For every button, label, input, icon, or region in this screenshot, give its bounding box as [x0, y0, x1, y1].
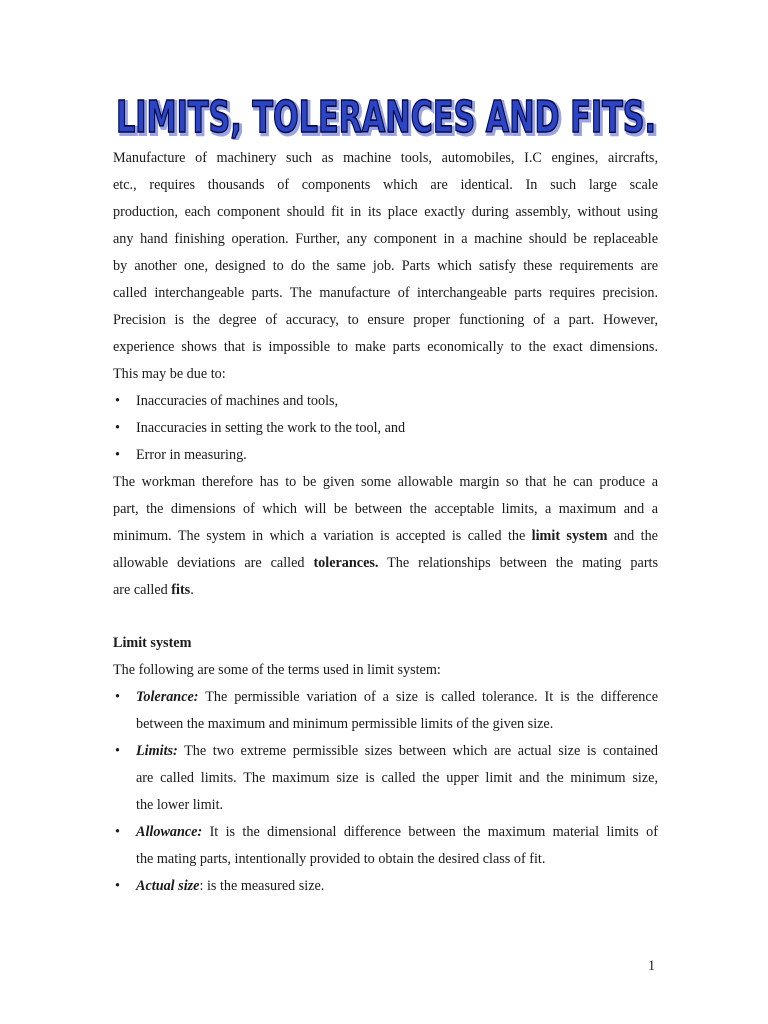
- intro-paragraph: [113, 145, 658, 388]
- intro-line: any hand finishing operation. Further, any component in a machine should be replaceable: [113, 231, 658, 247]
- document-body: [113, 145, 658, 900]
- list-item: [113, 442, 658, 469]
- paragraph-line: [113, 550, 658, 577]
- tolerances-term: tolerances.: [313, 555, 379, 571]
- list-item: [113, 415, 658, 442]
- term-line: [136, 873, 658, 900]
- list-item-text: Inaccuracies of machines and tools,: [136, 393, 339, 409]
- title-text: LIMITS, TOLERANCES AND FITS.: [116, 92, 656, 140]
- text-run: are called: [113, 582, 172, 598]
- term-label: Tolerance:: [136, 689, 199, 705]
- term-item-limits: [113, 738, 658, 819]
- page-title: [112, 88, 662, 140]
- term-line: [136, 819, 658, 846]
- term-label: Limits:: [136, 743, 178, 759]
- intro-line: Precision is the degree of accuracy, to ensure proper functioning of a part. However,: [113, 312, 658, 328]
- term-item-allowance: [113, 819, 658, 873]
- limit-system-term: limit system: [531, 528, 608, 544]
- bullet-icon: •: [115, 393, 120, 409]
- intro-line: Manufacture of machinery such as machine tools, automobiles, I.C engines, aircrafts,: [113, 150, 658, 166]
- intro-line: This may be due to:: [113, 366, 226, 382]
- paragraph-line: part, the dimensions of which will be between the acceptable limits, a maximum and a: [113, 501, 658, 517]
- intro-line: called interchangeable parts. The manufacture of interchangeable parts requires precision.: [113, 285, 658, 301]
- intro-line: etc., requires thousands of components which are identical. In such large scale: [113, 177, 658, 193]
- title-shadow: LIMITS, TOLERANCES AND FITS.: [118, 94, 658, 140]
- bullet-icon: •: [115, 447, 120, 463]
- list-item: [113, 388, 658, 415]
- intro-line: by another one, designed to do the same job. Parts which satisfy these requirements are: [113, 258, 658, 274]
- paragraph-line: [113, 577, 658, 604]
- text-run: and the: [607, 528, 658, 544]
- intro-line: production, each component should fit in its place exactly during assembly, without using: [113, 204, 658, 220]
- paragraph-line: The workman therefore has to be given some allowable margin so that he can produce a: [113, 474, 658, 490]
- terms-list: [113, 684, 658, 900]
- fits-term: fits: [171, 582, 191, 598]
- term-text: The two extreme permissible sizes between which are actual size is contained: [177, 743, 658, 759]
- term-line: [136, 738, 658, 765]
- term-line: are called limits. The maximum size is called the upper limit and the minimum size,: [136, 770, 658, 786]
- paragraph-line: [113, 523, 658, 550]
- section-heading: [113, 630, 658, 657]
- bullet-icon: •: [115, 420, 120, 436]
- term-text: The permissible variation of a size is called tolerance. It is the difference: [198, 689, 658, 705]
- list-item-text: Error in measuring.: [136, 447, 247, 463]
- text-run: The relationships between the mating parts: [378, 555, 659, 571]
- text-run: .: [190, 582, 194, 598]
- causes-list: [113, 388, 658, 469]
- term-text: : is the measured size.: [199, 878, 325, 894]
- bullet-icon: •: [115, 824, 120, 840]
- term-item-tolerance: [113, 684, 658, 738]
- limit-system-section: [113, 630, 658, 900]
- bullet-icon: •: [115, 689, 120, 705]
- term-line: [136, 684, 658, 711]
- term-item-actual-size: [113, 873, 658, 900]
- section-intro: The following are some of the terms used in limit system:: [113, 662, 441, 678]
- term-line: the lower limit.: [136, 797, 224, 813]
- text-run: allowable deviations are called: [113, 555, 314, 571]
- bullet-icon: •: [115, 878, 120, 894]
- intro-line: experience shows that is impossible to make parts economically to the exact dimensions.: [113, 339, 658, 355]
- list-item-text: Inaccuracies in setting the work to the tool, and: [136, 420, 406, 436]
- term-line: the mating parts, intentionally provided to obtain the desired class of fit.: [136, 851, 546, 867]
- term-label: Actual size: [136, 878, 200, 894]
- title-wordart: [112, 88, 662, 140]
- term-line: between the maximum and minimum permissible limits of the given size.: [136, 716, 554, 732]
- spacer: [113, 604, 658, 630]
- term-text: It is the dimensional difference between the maximum material limits of: [202, 824, 658, 840]
- text-run: minimum. The system in which a variation is accepted is called the: [113, 528, 532, 544]
- page-number: 1: [648, 958, 656, 974]
- workman-paragraph: [113, 469, 658, 604]
- term-label: Allowance:: [136, 824, 203, 840]
- bullet-icon: •: [115, 743, 120, 759]
- section-heading-text: Limit system: [113, 635, 192, 651]
